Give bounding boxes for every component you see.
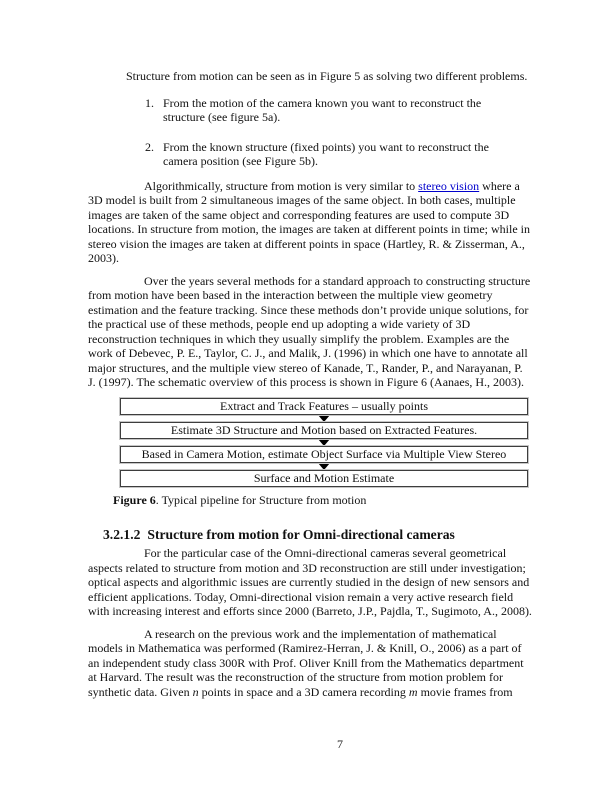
list-item-number: 2. [145,139,154,154]
figure-caption [113,493,532,508]
paragraph-text: where a 3D model is built from 2 simultaneous images of the same object. In both cases, multiple images are taken of the same object and corresponding features are used to compute 3D locations. In structure from motion, the images are taken at different points in time; while in stereo vision the images are taken at different points in space (Hartley, R. & Zisserman, A., 2003). [88,178,530,265]
paragraph-text: A research on the previous work and the implementation of mathematical models in Mathematica was performed (Ramirez-Herran, J. & Knill, O., 2006) as a part of an independent study class 300R with Prof. Oliver Knill from the Mathematics department at Harvard. The result was the reconstruction of the structure from motion problem for synthetic data. Given [88,626,524,699]
list-item-number: 1. [145,95,154,110]
paragraph-over-the-years: Over the years several methods for a standard approach to constructing structure from motion have been based in the interaction between the multiple view geometry estimation and the feature tracking. Since these methods don’t provide unique solutions, for the practical use of these methods, people end up adopting a wide variety of 3D reconstruction techniques in which they usually simplify the problem. Examples are the work of Debevec, P. E., Taylor, C. J., and Malik, J. (1996) in which one have to annotate all major structures, and the multiple view stereo of Kanade, T., Rander, P., and Narayanan, P. J. (1997). The schematic overview of this process is shown in Figure 6 (Aanaes, H., 2003). [88,273,531,389]
page-number: 7 [337,737,343,751]
list-item [145,140,517,169]
arrow-down-icon [318,439,330,446]
paragraph-intro: Structure from motion can be seen as in Figure 5 as solving two different problems. [126,69,528,83]
list-item-text: From the motion of the camera known you want to reconstruct the structure (see figure 5a). [163,95,482,124]
pipeline-box-estimate-structure: Estimate 3D Structure and Motion based on Extracted Features. [120,422,528,439]
figure-6-pipeline-diagram [119,398,529,487]
paragraph-text: points in space and a 3D camera recording [198,684,409,699]
arrow-down-icon [318,415,330,422]
section-title: Structure from motion for Omni-directional cameras [147,527,455,542]
arrow-down-icon [318,463,330,470]
stereo-vision-link[interactable]: stereo vision [418,178,480,193]
paragraph-research [88,627,532,700]
numbered-list [88,96,532,169]
document-body [88,69,532,707]
list-item-text: From the known structure (fixed points) you want to reconstruct the camera position (see Figure 5b). [163,139,489,168]
pipeline-box-multiple-view-stereo: Based in Camera Motion, estimate Object Surface via Multiple View Stereo [120,446,528,463]
section-heading [103,526,532,543]
variable-m: m [408,684,418,699]
pipeline-box-surface-motion-estimate: Surface and Motion Estimate [120,470,528,487]
pipeline-box-extract-features: Extract and Track Features – usually points [120,398,528,415]
paragraph-text: movie frames from [417,684,513,699]
paragraph-algorithmically [88,179,532,266]
figure-caption-label: Figure 6 [113,492,156,507]
variable-n: n [192,684,199,699]
list-item [145,96,517,125]
figure-caption-text: . Typical pipeline for Structure from motion [155,492,367,507]
paragraph-omnidirectional: For the particular case of the Omni-directional cameras several geometrical aspects related to structure from motion and 3D reconstruction are still under investigation; optical aspects and algorithmic issues are currently studied in the design of new sensors and efficient applications. Today, Omni-directional vision remain a very active research field with increasing interest and efforts since 2000 (Barreto, J.P., Pajdla, T., Sugimoto, A., 2008). [88,546,532,618]
section-number: 3.2.1.2 [103,527,141,542]
paragraph-text: Algorithmically, structure from motion is very similar to [144,178,419,193]
